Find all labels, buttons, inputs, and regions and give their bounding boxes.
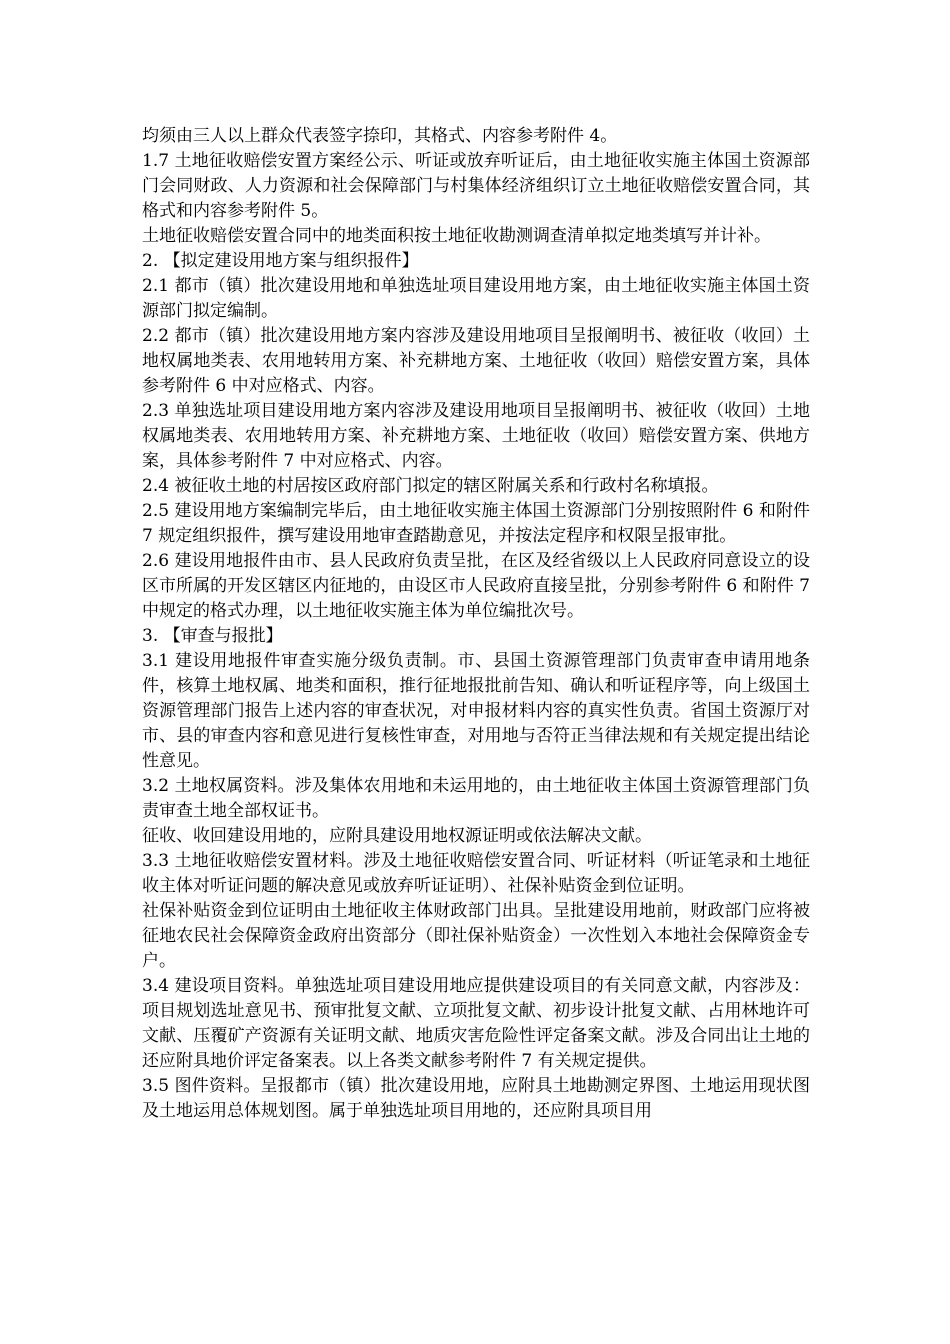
paragraph-2-5: 2.5 建设用地方案编制完毕后，由土地征收实施主体国土资源部门分别按照附件 6 和附件 7 规定组织报件，撰写建设用地审查踏勘意见，并按法定程序和权限呈报审批。 <box>142 501 810 546</box>
paragraph-3-3-supplement: 社保补贴资金到位证明由土地征收主体财政部门出具。呈批建设用地前，财政部门应将被征地农民社会保障资金政府出资部分（即社保补贴资金）一次性划入本地社会保障资金专户。 <box>142 901 810 971</box>
paragraph-2-1: 2.1 都市（镇）批次建设用地和单独选址项目建设用地方案，由土地征收实施主体国土资源部门拟定编制。 <box>142 276 810 321</box>
paragraph-3-2: 3.2 土地权属资料。涉及集体农用地和未运用地的，由土地征收主体国土资源管理部门负责审查土地全部权证书。 <box>142 776 810 821</box>
paragraph-2-6: 2.6 建设用地报件由市、县人民政府负责呈批，在区及经省级以上人民政府同意设立的设区市所属的开发区辖区内征地的，由设区市人民政府直接呈批，分别参考附件 6 和附件 7 中规定的格式办理，以土地征收实施主体为单位编批次号。 <box>142 551 810 621</box>
section-heading-3: 3. 【审查与报批】 <box>142 626 283 646</box>
paragraph-3-4: 3.4 建设项目资料。单独选址项目建设用地应提供建设项目的有关同意文献，内容涉及：项目规划选址意见书、预审批复文献、立项批复文献、初步设计批复文献、占用林地许可文献、压覆矿产资源有关证明文献、地质灾害危险性评定备案文献。涉及合同出让土地的还应附具地价评定备案表。以上各类文献参考附件 7 有关规定提供。 <box>142 976 810 1071</box>
paragraph-1-7: 1.7 土地征收赔偿安置方案经公示、听证或放弃听证后，由土地征收实施主体国土资源部门会同财政、人力资源和社会保障部门与村集体经济组织订立土地征收赔偿安置合同，其格式和内容参考附件 5。 <box>142 151 810 221</box>
paragraph-3-3: 3.3 土地征收赔偿安置材料。涉及土地征收赔偿安置合同、听证材料（听证笔录和土地征收主体对听证问题的解决意见或放弃听证证明）、社保补贴资金到位证明。 <box>142 851 810 896</box>
paragraph-3-1: 3.1 建设用地报件审查实施分级负责制。市、县国土资源管理部门负责审查申请用地条件，核算土地权属、地类和面积，推行征地报批前告知、确认和听证程序等，向上级国土资源管理部门报告上述内容的审查状况，对申报材料内容的真实性负责。省国土资源厅对市、县的审查内容和意见进行复核性审查，对用地与否符正当律法规和有关规定提出结论性意见。 <box>142 651 810 771</box>
paragraph-2-2: 2.2 都市（镇）批次建设用地方案内容涉及建设用地项目呈报阐明书、被征收（收回）土地权属地类表、农用地转用方案、补充耕地方案、土地征收（收回）赔偿安置方案，具体参考附件 6 中对应格式、内容。 <box>142 326 810 396</box>
paragraph-2-3: 2.3 单独选址项目建设用地方案内容涉及建设用地项目呈报阐明书、被征收（收回）土地权属地类表、农用地转用方案、补充耕地方案、土地征收（收回）赔偿安置方案、供地方案，具体参考附件 7 中对应格式、内容。 <box>142 401 810 471</box>
paragraph-attachment-4-note: 均须由三人以上群众代表签字捺印，其格式、内容参考附件 4。 <box>142 126 618 146</box>
section-heading-2: 2. 【拟定建设用地方案与组织报件】 <box>142 251 419 271</box>
paragraph-1-7-supplement: 土地征收赔偿安置合同中的地类面积按土地征收勘测调查清单拟定地类填写并计补。 <box>142 226 771 246</box>
paragraph-2-4: 2.4 被征收土地的村居按区政府部门拟定的辖区附属关系和行政村名称填报。 <box>142 476 719 496</box>
paragraph-3-2-supplement: 征收、收回建设用地的，应附具建设用地权源证明或依法解决文献。 <box>142 826 652 846</box>
paragraph-3-5: 3.5 图件资料。呈报都市（镇）批次建设用地，应附具土地勘测定界图、土地运用现状图及土地运用总体规划图。属于单独选址项目用地的，还应附具项目用 <box>142 1076 810 1121</box>
document-page <box>142 124 810 1124</box>
